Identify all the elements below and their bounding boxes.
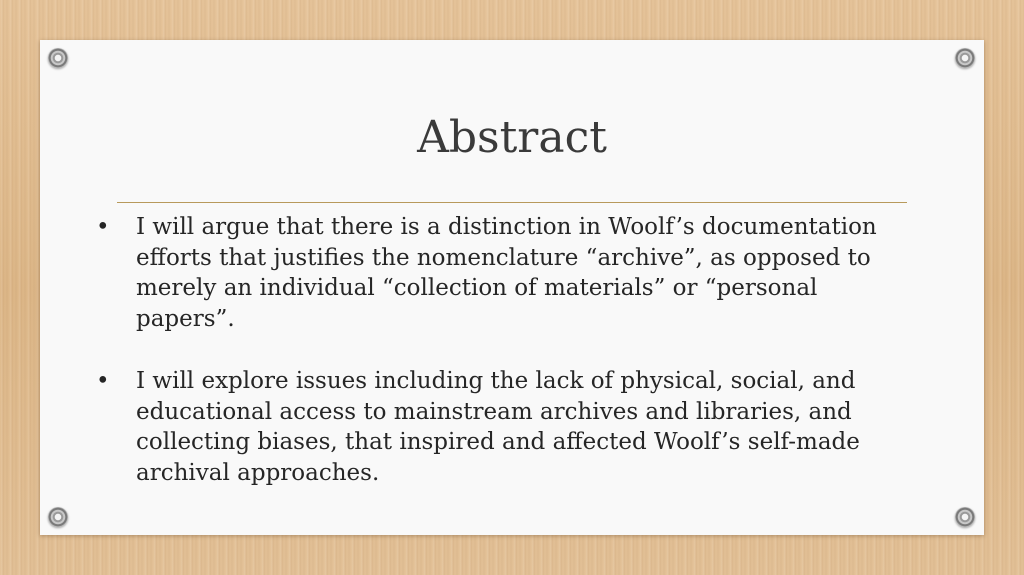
slide-title: Abstract [417, 112, 607, 163]
pushpin-icon [955, 507, 975, 527]
bullet-text: I will argue that there is a distinction in Woolf’s documentation efforts that justifies the nomenclature “archive”, as opposed to merely an individual “collection of materials” or “personal papers”. [136, 214, 877, 333]
pushpin-icon [955, 48, 975, 68]
bullet-point-icon: • [96, 367, 110, 394]
pushpin-icon [48, 48, 68, 68]
title-divider [117, 202, 907, 203]
bullet-item [96, 366, 916, 489]
bullet-item [96, 212, 916, 335]
pushpin-icon [48, 507, 68, 527]
bullet-text: I will explore issues including the lack of physical, social, and educational access to mainstream archives and libraries, and collecting biases, that inspired and affected Woolf’s self-made archival approaches. [136, 367, 860, 486]
bullet-list [96, 212, 916, 489]
bullet-point-icon: • [96, 214, 110, 240]
